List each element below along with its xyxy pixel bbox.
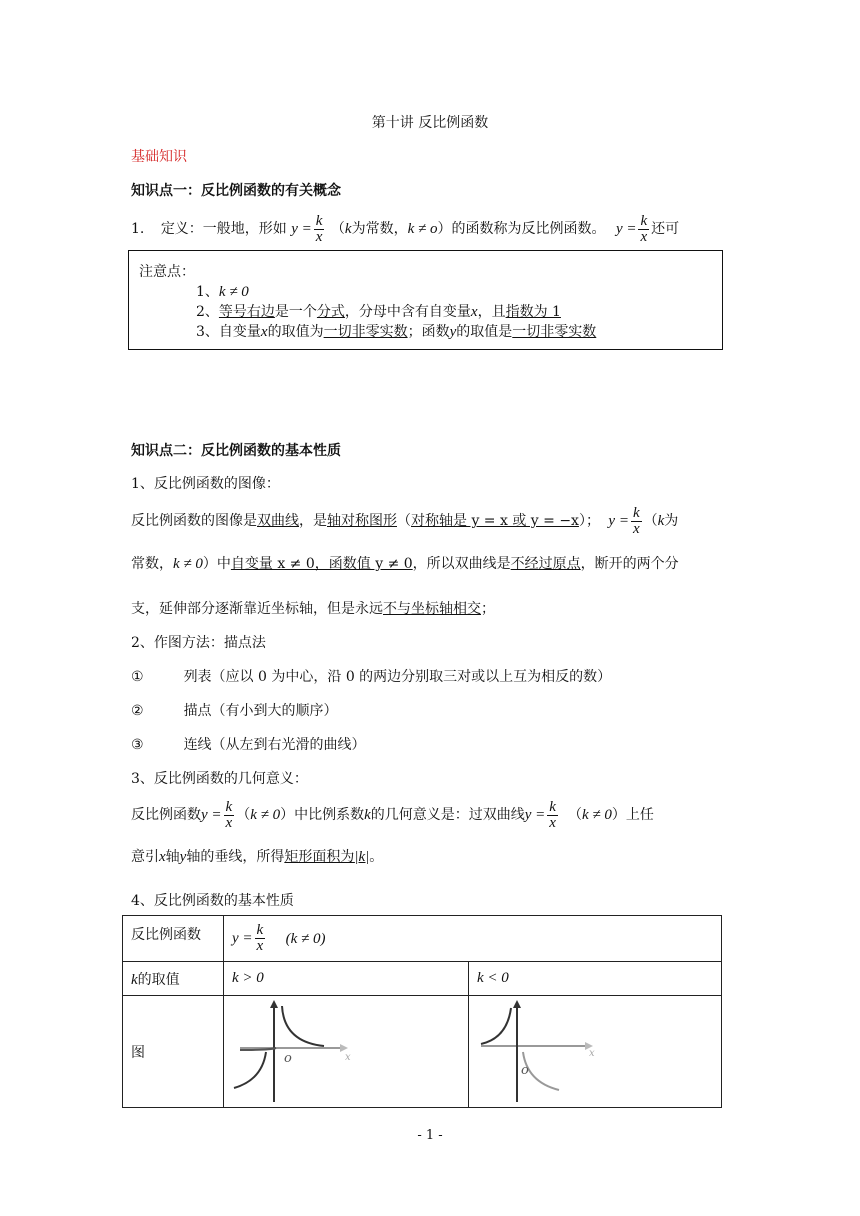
note-2-x: x	[470, 304, 478, 320]
g1-h: ）上任	[611, 807, 654, 823]
g2-y: y	[179, 849, 187, 865]
tbl-fraction	[255, 923, 266, 954]
step-3-text: 连线（从左到右光滑的曲线）	[183, 737, 366, 753]
p1-frac-den: x	[632, 520, 640, 537]
note-2-exponent: 指数为 1	[505, 304, 561, 320]
p2-c: ）中	[202, 556, 231, 572]
note-2-num: 2、	[196, 304, 219, 320]
step-1-num: ①	[131, 669, 144, 685]
kp2-para-1	[131, 501, 678, 541]
p1-h: （	[643, 513, 658, 529]
kp2-para-2	[131, 553, 679, 573]
step-2-num: ②	[131, 703, 144, 719]
cell-graph-positive	[224, 996, 469, 1108]
def-text-d: ）的函数称为反比例函数。	[437, 221, 606, 237]
p2-k-ne-0: k ≠ 0	[173, 556, 203, 572]
p1-hyperbola: 双曲线	[257, 513, 299, 529]
x-axis-label-neg: x	[589, 1047, 595, 1059]
g1-k: k	[364, 807, 371, 823]
kp2-sub-3: 3、反比例函数的几何意义：	[131, 771, 308, 787]
note-3-x: x	[260, 324, 268, 340]
g1-g: k ≠ 0	[581, 807, 612, 823]
g1-y-eq-2: y =	[524, 807, 546, 823]
note-label: 注意点：	[139, 264, 195, 280]
cell-k-negative: k < 0	[469, 962, 722, 996]
p1-a: 反比例函数的图像是	[131, 513, 257, 529]
note-3-domain: 一切非零实数	[323, 324, 408, 340]
g1-b: （	[236, 807, 251, 823]
g2-rect-area: 矩形面积为	[284, 849, 355, 865]
p1-frac-num: k	[632, 504, 640, 521]
note-2-text-f: ，且	[477, 304, 506, 320]
def-fraction-2	[638, 214, 649, 245]
def-text-c: 为常数，	[351, 221, 408, 237]
p1-symmetry-axes: 对称轴是 y = x 或 y = −x	[411, 513, 579, 529]
tbl-k: k	[131, 971, 138, 988]
frac-num-k: k	[315, 212, 323, 229]
note-3-text-b: 的取值为	[267, 324, 324, 340]
geo-meaning-line-1	[131, 795, 654, 835]
g1-f: （	[567, 807, 582, 823]
p1-c: ，是	[299, 513, 327, 529]
def-text-a: 定义：一般地，形如	[160, 221, 287, 237]
kp2-sub-2: 2、作图方法：描点法	[131, 635, 266, 651]
step-2	[131, 700, 338, 720]
note-item-1	[196, 281, 249, 301]
g1-fraction-2	[547, 800, 558, 831]
note-3-y: y	[449, 324, 457, 340]
p1-y-eq: y =	[608, 513, 629, 529]
geo-meaning-line-2	[131, 846, 383, 866]
kp2-sub-1: 1、反比例函数的图像：	[131, 476, 280, 492]
g1-y-eq: y =	[201, 807, 222, 823]
g1-frac-num: k	[225, 798, 233, 815]
g1-e: 的几何意义是：过双曲线	[370, 807, 525, 823]
kp1-heading: 知识点一：反比例函数的有关概念	[131, 183, 341, 199]
note-2-text-c: 是一个	[274, 304, 317, 320]
g2-b: 轴	[165, 849, 180, 865]
table-row-function	[123, 916, 722, 962]
g1-frac-den: x	[225, 814, 233, 831]
p2-domain-range: 自变量 x ≠ 0，函数值 y ≠ 0	[230, 556, 413, 572]
section-basic-knowledge: 基础知识	[131, 149, 187, 165]
cell-graph-label: 图	[123, 996, 224, 1108]
cell-k-positive: k > 0	[224, 962, 469, 996]
def-k: k	[344, 221, 352, 237]
origin-label-neg: o	[521, 1062, 529, 1078]
tbl-frac-den: x	[256, 938, 264, 954]
cell-graph-negative	[469, 996, 722, 1108]
kp1-definition	[131, 209, 679, 249]
frac2-den-x: x	[640, 228, 648, 245]
table-row-k-value	[123, 962, 722, 996]
g1-c: k ≠ 0	[250, 807, 281, 823]
g2-a: 意引	[131, 849, 159, 865]
p3-c: ；	[481, 601, 495, 617]
page-title: 第十讲 反比例函数	[371, 115, 489, 131]
origin-label-pos: o	[284, 1050, 292, 1066]
note-1-num: 1、	[196, 284, 219, 300]
cell-function-formula	[224, 916, 722, 962]
p2-g: ，断开的两个分	[580, 556, 679, 572]
note-item-2	[196, 301, 561, 321]
step-1-text: 列表（应以 0 为中心，沿 0 的两边分别取三对或以上互为相反的数）	[183, 669, 612, 685]
def-y-eq: y =	[291, 221, 312, 237]
p1-k: k	[657, 513, 665, 529]
note-3-text-a: 3、自变量	[196, 324, 261, 340]
def-number: 1.	[131, 221, 145, 237]
cell-k-label	[123, 962, 224, 996]
note-2-fraction-word: 分式	[316, 304, 345, 320]
tbl-condition: (k ≠ 0)	[285, 930, 326, 947]
p1-g: ）；	[578, 513, 600, 529]
kp2-para-3	[131, 598, 495, 618]
table-row-graph	[123, 996, 722, 1108]
note-3-range: 一切非零实数	[512, 324, 597, 340]
g1-a: 反比例函数	[131, 807, 201, 823]
note-box	[128, 250, 723, 350]
step-1	[131, 666, 611, 686]
x-axis-label-pos: x	[345, 1051, 351, 1063]
hyperbola-k-negative-graph	[477, 998, 597, 1106]
p3-not-intersect: 不与坐标轴相交	[383, 601, 481, 617]
p1-axis-symmetric: 轴对称图形	[327, 513, 397, 529]
g1-frac2-den: x	[549, 814, 556, 831]
p1-fraction	[631, 506, 642, 537]
frac2-num-k: k	[640, 212, 648, 229]
p1-e: （	[397, 513, 411, 529]
p3-a: 支，延伸部分逐渐靠近坐标轴，但是永远	[131, 601, 383, 617]
hyperbola-k-positive-graph	[232, 998, 352, 1106]
p2-not-origin: 不经过原点	[510, 556, 581, 572]
g1-d: ）中比例系数	[280, 807, 365, 823]
p2-e: ，所以双曲线是	[412, 556, 511, 572]
page-number: - 1 -	[417, 1128, 443, 1143]
p1-i: 为	[664, 513, 679, 529]
g1-fraction	[224, 800, 235, 831]
kp2-heading: 知识点二：反比例函数的基本性质	[131, 443, 341, 459]
step-3	[131, 734, 366, 754]
g2-f: 。	[369, 849, 384, 865]
note-3-text-d: ；函数	[407, 324, 450, 340]
note-item-3	[196, 321, 596, 341]
note-3-text-e: 的取值是	[456, 324, 513, 340]
step-3-num: ③	[131, 737, 144, 753]
tbl-frac-num: k	[256, 922, 264, 938]
g2-abs-k: |k|	[354, 849, 370, 865]
def-y-eq-2: y =	[615, 221, 637, 237]
g2-c: 轴的垂线，所得	[186, 849, 285, 865]
note-2-right-side: 等号右边	[218, 304, 275, 320]
def-text-e: 还可	[651, 221, 680, 237]
tbl-y-eq: y =	[232, 930, 253, 947]
note-1-math: k ≠ 0	[218, 284, 249, 300]
def-text-b: （	[330, 221, 345, 237]
p2-a: 常数，	[131, 556, 173, 572]
def-fraction	[314, 214, 325, 245]
kp2-sub-4: 4、反比例函数的基本性质	[131, 893, 294, 909]
tbl-k-label: 的取值	[137, 971, 180, 988]
frac-den-x: x	[315, 228, 323, 245]
g2-x: x	[159, 849, 166, 865]
step-2-text: 描点（有小到大的顺序）	[183, 703, 338, 719]
properties-table	[122, 915, 722, 1108]
note-2-text-e: ，分母中含有自变量	[344, 304, 471, 320]
g1-frac2-num: k	[549, 798, 556, 815]
def-k-ne-o: k ≠ o	[407, 221, 438, 237]
cell-function-label: 反比例函数	[123, 916, 224, 962]
